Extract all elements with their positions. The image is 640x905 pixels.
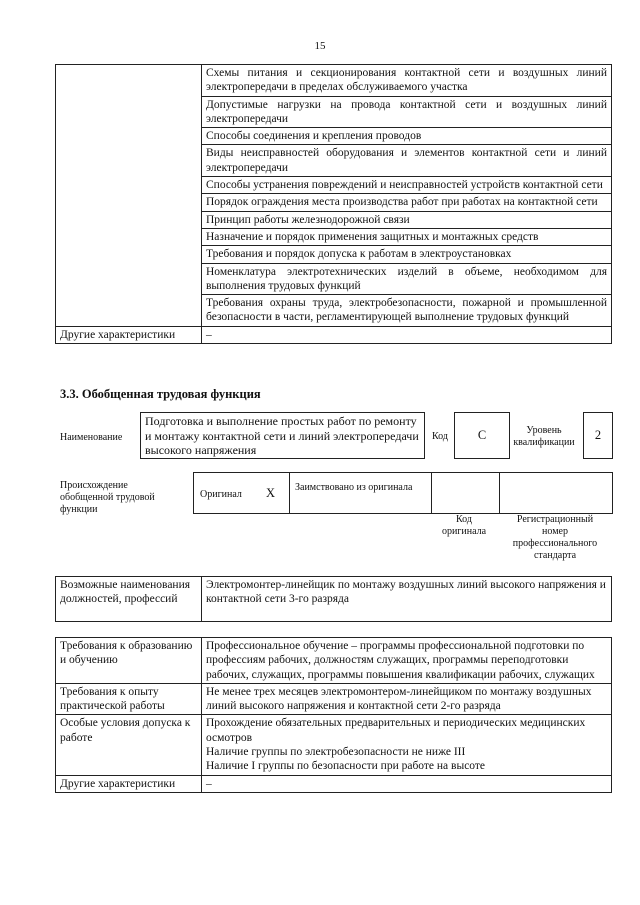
knowledge-item: Порядок ограждения места производства работ при работах на контактной сети xyxy=(202,194,612,211)
knowledge-item: Способы соединения и крепления проводов xyxy=(202,128,612,145)
experience-label: Требования к опыту практической работы xyxy=(56,683,202,715)
empty-label-cell xyxy=(56,65,202,327)
other-characteristics-label: Другие характеристики xyxy=(56,326,202,343)
education-value: Профессиональное обучение – программы профессиональной подготовки по профессиям рабочих, должностям служащих, программы переподготовки рабочих, служащих, программы повышения квалификации рабочих, служащих xyxy=(202,638,612,684)
positions-value: Электромонтер-линейщик по монтажу воздушных линий высокого напряжения и контактной сети 3-го разряда xyxy=(202,577,612,622)
knowledge-item: Назначение и порядок применения защитных и монтажных средств xyxy=(202,228,612,245)
admission-line: Наличие I группы по безопасности при работе на высоте xyxy=(206,760,486,773)
origin-label: Происхождение обобщенной трудовой функции xyxy=(60,480,155,515)
divider xyxy=(431,473,432,513)
name-box xyxy=(140,412,425,459)
knowledge-item: Принцип работы железнодорожной связи xyxy=(202,211,612,228)
knowledge-item: Допустимые нагрузки на провода контактной сети и воздушных линий электропередачи xyxy=(202,96,612,128)
level-label: Уровень квалификации xyxy=(513,425,575,448)
code-original-caption: Код оригинала xyxy=(441,514,487,537)
table-row xyxy=(56,683,612,715)
knowledge-item: Номенклатура электротехнических изделий в объеме, необходимом для выполнения трудовых функций xyxy=(202,263,612,295)
education-label: Требования к образованию и обучению xyxy=(56,638,202,684)
knowledge-item: Виды неисправностей оборудования и элементов контактной сети и линий электропередачи xyxy=(202,145,612,177)
admission-line: Наличие группы по электробезопасности не ниже III xyxy=(206,746,466,759)
name-label: Наименование xyxy=(60,432,123,443)
divider xyxy=(499,473,500,513)
admission-value xyxy=(202,715,612,775)
section-heading: 3.3. Обобщенная трудовая функция xyxy=(60,387,261,401)
table-row xyxy=(56,715,612,775)
page-number: 15 xyxy=(314,40,326,52)
origin-box xyxy=(193,472,613,514)
borrowed-label: Заимствовано из оригинала xyxy=(295,482,413,493)
other-label: Другие характеристики xyxy=(56,775,202,792)
positions-label: Возможные наименования должностей, профессий xyxy=(56,577,202,622)
knowledge-table xyxy=(55,64,612,344)
admission-label: Особые условия допуска к работе xyxy=(56,715,202,775)
admission-line: Прохождение обязательных предварительных и периодических медицинских осмотров xyxy=(206,717,586,744)
table-row xyxy=(56,577,612,622)
other-characteristics-value: – xyxy=(202,326,612,343)
divider xyxy=(289,473,290,513)
requirements-table xyxy=(55,637,612,793)
knowledge-item: Требования и порядок допуска к работам в электроустановках xyxy=(202,246,612,263)
function-name: Подготовка и выполнение простых работ по ремонту и монтажу контактной сети и линий электропередачи высокого напряжения xyxy=(145,414,419,457)
table-row xyxy=(56,775,612,792)
table-row xyxy=(56,65,612,97)
original-mark: X xyxy=(266,486,276,500)
positions-table xyxy=(55,576,612,622)
code-label: Код xyxy=(432,431,448,442)
experience-value: Не менее трех месяцев электромонтером-линейщиком по монтажу воздушных линий высокого напряжения и контактной сети 2-го разряда xyxy=(202,683,612,715)
original-label: Оригинал xyxy=(200,489,242,500)
reg-number-caption: Регистрационный номер профессионального стандарта xyxy=(512,514,598,561)
table-row xyxy=(56,326,612,343)
knowledge-item: Требования охраны труда, электробезопасности, пожарной и промышленной безопасности в части, регламентирующей выполнение трудовых функций xyxy=(202,295,612,327)
other-value: – xyxy=(202,775,612,792)
knowledge-item: Схемы питания и секционирования контактной сети и воздушных линий электропередачи в пределах обслуживаемого участка xyxy=(202,65,612,97)
knowledge-item: Способы устранения повреждений и неисправностей устройств контактной сети xyxy=(202,177,612,194)
code-value: C xyxy=(454,412,510,459)
level-value: 2 xyxy=(583,412,613,459)
table-row xyxy=(56,638,612,684)
